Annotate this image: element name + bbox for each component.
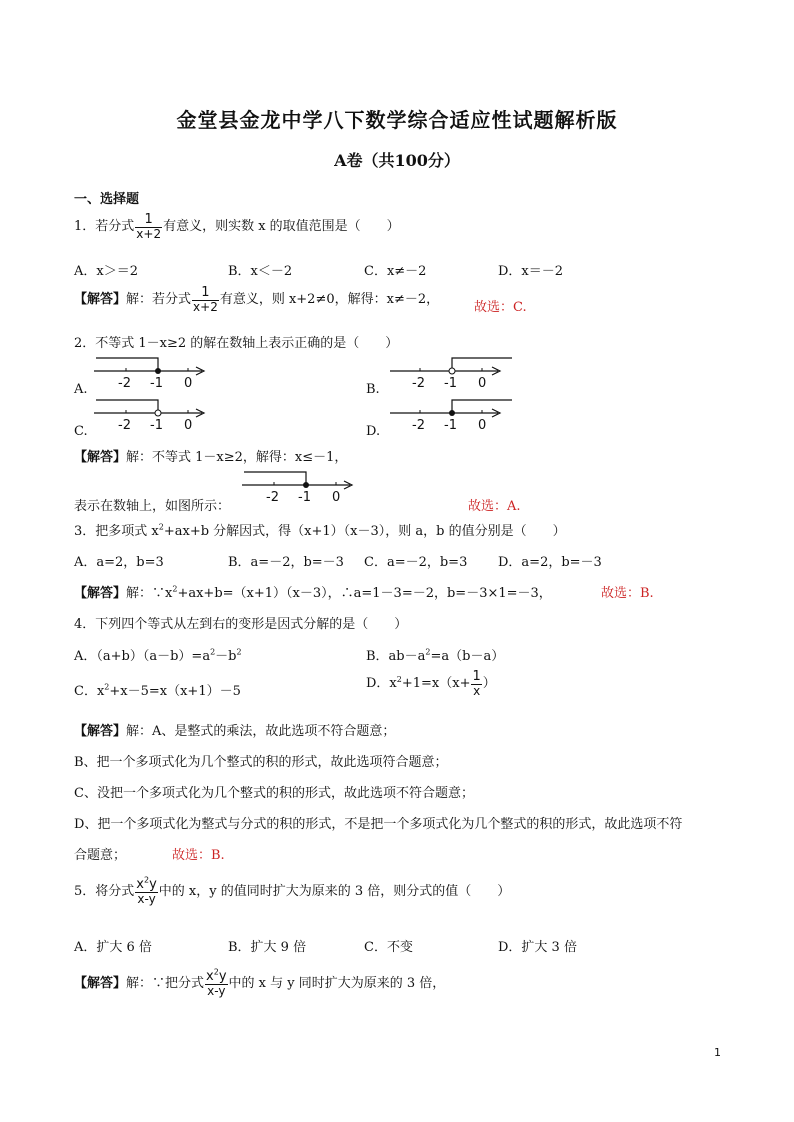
q4-option-c-text: C．x (74, 684, 105, 699)
q4-choice: 故选：B. (172, 848, 225, 863)
page-title: 金堂县金龙中学八下数学综合适应性试题解析版 (176, 108, 618, 132)
question-4: 4．下列四个等式从左到右的变形是因式分解的是（ ） (74, 617, 408, 632)
q4-option-b (366, 645, 504, 664)
q2-option-d-label: D. (366, 424, 381, 439)
q5-option-a: A．扩大 6 倍 (74, 940, 152, 955)
page-number: 1 (714, 1046, 721, 1059)
q5-answer (74, 967, 446, 998)
question-5 (74, 875, 511, 906)
q5-answer-frac-den: x-y (205, 984, 228, 998)
q4-d-frac-den: x (473, 683, 481, 698)
question-3 (74, 520, 566, 539)
q4-answer-d: D、把一个多项式化为整式与分式的积的形式，不是把一个多项式化为几个整式的积的形式，故此选项不符 (74, 817, 683, 832)
answer-tag: 【解答】 (74, 292, 127, 308)
tick-label: 0 (478, 418, 487, 433)
q5-frac-den: x-y (135, 892, 158, 906)
superscript: 2 (143, 875, 150, 885)
q3-option-c: C．a=－2，b=3 (364, 555, 468, 570)
q1-frac-num: 1 (144, 212, 153, 227)
q5-fraction (135, 875, 158, 906)
q4-option-d-fraction (471, 670, 481, 697)
tick-label: -2 (118, 418, 131, 433)
q5-option-b: B．扩大 9 倍 (228, 940, 307, 955)
superscript: 2 (210, 647, 216, 657)
q1-answer-frac-den: x+2 (193, 299, 218, 314)
q2-choice: 故选：A. (468, 499, 521, 514)
q3-choice: 故选：B. (601, 586, 654, 601)
superscript: 2 (172, 584, 178, 594)
q3-option-a: A．a=2，b=3 (74, 555, 164, 570)
q2-numberline-c (94, 396, 210, 436)
q2-numberline-b (384, 354, 516, 394)
q4-option-a-text: A．（a+b）（a－b）=a (74, 649, 211, 664)
q1-answer-fraction (192, 286, 219, 313)
page-subtitle: A卷（共100分） (334, 151, 460, 170)
q4-option-d (366, 670, 496, 697)
q4-option-b-text: B．ab－a (366, 649, 426, 664)
q1-option-c: C．x≠－2 (364, 264, 427, 279)
q5-answer-num-x: x (206, 969, 214, 984)
q1-option-d: D．x＝－2 (498, 264, 564, 279)
q3-option-b: B．a=－2，b=－3 (228, 555, 344, 570)
q5-text-post: 中的 x，y 的值同时扩大为原来的 3 倍，则分式的值（ ） (158, 884, 511, 900)
q4-d-frac-num: 1 (472, 669, 481, 684)
q4-answer-c: C、没把一个多项式化为几个整式的积的形式，故此选项不符合题意； (74, 786, 474, 801)
q5-answer-frac-num (205, 967, 228, 984)
q3-text: 3．把多项式 x (74, 524, 159, 539)
question-2: 2．不等式 1－x≥2 的解在数轴上表示正确的是（ ） (74, 336, 399, 351)
q1-text: 1．若分式 (74, 219, 135, 235)
q5-text: 5．将分式 (74, 884, 135, 900)
q4-option-d-text2: +1=x（x+ (401, 676, 471, 692)
section-heading: 一、选择题 (74, 192, 140, 207)
answer-tag: 【解答】 (74, 976, 127, 992)
answer-tag: 【解答】 (74, 450, 127, 465)
q1-frac-den: x+2 (136, 226, 162, 241)
q1-option-b: B．x＜－2 (228, 264, 293, 279)
q5-option-c: C．不变 (364, 940, 413, 955)
tick-label: 0 (184, 376, 193, 391)
q1-answer-frac-num: 1 (201, 285, 210, 300)
q5-num-x: x (136, 877, 144, 892)
q5-answer-text-post: 中的 x 与 y 同时扩大为原来的 3 倍， (228, 976, 446, 992)
q2-option-c-label: C. (74, 424, 88, 439)
tick-label: -2 (412, 376, 425, 391)
q4-answer-d2: 合题意； (74, 848, 127, 863)
q3-text-post: +ax+b 分解因式，得（x+1）（x－3），则 a，b 的值分别是（ ） (163, 524, 566, 539)
q1-answer-text: 解：若分式 (126, 292, 192, 308)
q5-num-y: y (149, 877, 157, 892)
q1-text-post: 有意义，则实数 x 的取值范围是（ ） (163, 219, 400, 235)
q4-option-c-text2: +x－5=x（x+1）－5 (109, 684, 241, 699)
superscript: 2 (425, 647, 431, 657)
q1-fraction (135, 213, 162, 240)
q4-option-a-text2: －b (215, 649, 237, 664)
q1-option-a: A．x＞＝2 (74, 264, 138, 279)
superscript: 2 (104, 682, 110, 692)
q5-answer-num-y: y (218, 969, 227, 984)
q3-answer-text-post: +ax+b=（x+1）（x－3），∴a=1－3=－2，b=－3×1=－3， (177, 586, 552, 601)
tick-label: -1 (298, 490, 311, 505)
answer-tag: 【解答】 (74, 724, 127, 739)
tick-label: 0 (478, 376, 487, 391)
superscript: 2 (236, 647, 242, 657)
q5-answer-text: 解：∵把分式 (126, 976, 205, 992)
q2-answer-line2: 表示在数轴上，如图所示： (74, 499, 231, 514)
q3-answer (74, 582, 552, 601)
q4-option-d-text3: ） (482, 676, 496, 692)
q4-answer-b: B、把一个多项式化为几个整式的积的形式，故此选项符合题意； (74, 755, 448, 770)
superscript: 2 (396, 674, 402, 684)
q5-answer-fraction (205, 967, 228, 998)
tick-label: -2 (412, 418, 425, 433)
q4-option-d-text: D．x (366, 676, 397, 692)
q1-answer-text-post: 有意义，则 x+2≠0，解得：x≠－2， (219, 292, 440, 308)
tick-label: -1 (150, 418, 163, 433)
tick-label: -1 (150, 376, 163, 391)
tick-label: -2 (118, 376, 131, 391)
q3-answer-text: 解：∵x (126, 586, 173, 601)
tick-label: -1 (444, 418, 457, 433)
tick-label: 0 (184, 418, 193, 433)
q4-option-a (74, 645, 242, 664)
q2-numberline-a (94, 354, 210, 394)
q2-answer-numberline (242, 468, 358, 508)
tick-label: -2 (266, 490, 279, 505)
answer-tag: 【解答】 (74, 586, 127, 601)
q5-frac-num (135, 875, 158, 892)
q3-option-d: D．a=2，b=－3 (498, 555, 602, 570)
tick-label: 0 (332, 490, 341, 505)
q4-answer-text: 解：A、是整式的乘法，故此选项不符合题意； (126, 724, 396, 739)
q2-option-a-label: A. (74, 382, 88, 397)
q2-numberline-d (384, 396, 516, 436)
q2-answer-text: 解：不等式 1－x≥2，解得：x≤－1， (126, 450, 348, 465)
question-1 (74, 213, 400, 240)
tick-label: -1 (444, 376, 457, 391)
q2-answer (74, 446, 347, 465)
q4-answer (74, 720, 395, 739)
q4-option-b-text2: =a（b－a） (430, 649, 505, 664)
q5-option-d: D．扩大 3 倍 (498, 940, 577, 955)
superscript: 2 (158, 522, 164, 532)
q1-choice: 故选：C. (474, 300, 527, 315)
superscript: 2 (213, 967, 219, 977)
q1-answer (74, 286, 439, 313)
q4-option-c (74, 680, 241, 699)
q2-option-b-label: B. (366, 382, 380, 397)
